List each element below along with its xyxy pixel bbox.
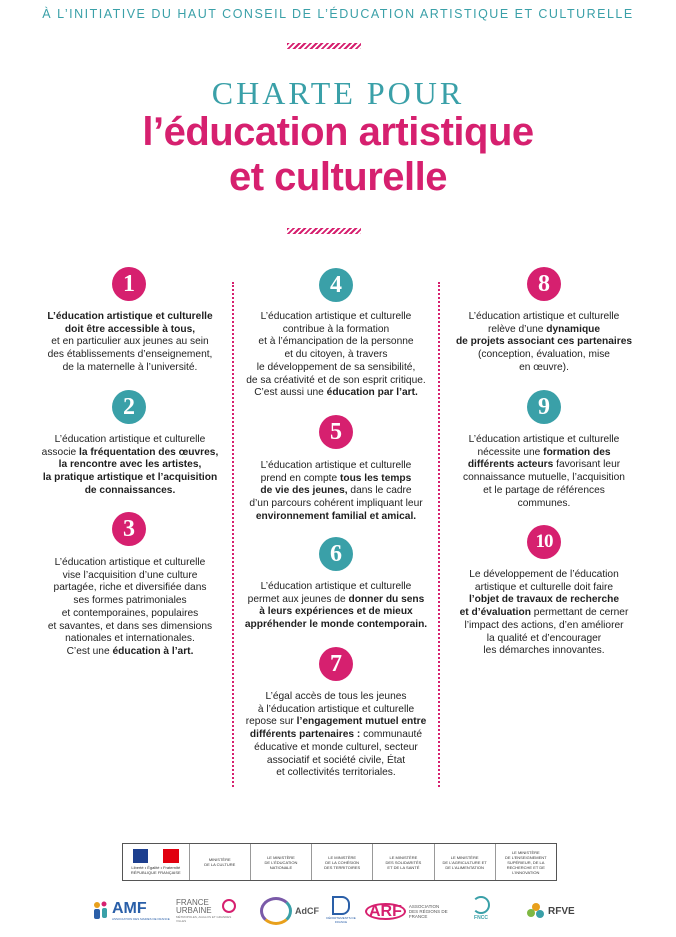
principle-7-badge: 7 (319, 647, 353, 681)
ministries-logo-strip (122, 843, 557, 881)
ministry-logo-4: LE MINISTÈRE DES SOLIDARITÉS ET DE LA SANTÉ (372, 844, 433, 880)
departements-de-france-logo (326, 896, 356, 926)
amf-subtitle: ASSOCIATION DES MAIRES DE FRANCE (112, 917, 170, 921)
france-urbaine-subtitle: MÉTROPOLES, AGGLOS ET GRANDES VILLES (176, 915, 232, 923)
decorative-hatch-bottom (287, 228, 361, 234)
principle-4-text: L’éducation artistique et culturelle contribue à la formation et à l’émancipation de la personne et du citoyen, à travers le développement de sa sensibilité, de sa créativité et de son esprit critique. C’est aussi une éducation par l’art. (246, 311, 426, 399)
principle-9-badge: 9 (527, 390, 561, 424)
principle-3-badge: 3 (112, 512, 146, 546)
amf-logo (93, 896, 170, 926)
ministry-logo-2: LE MINISTÈRE DE L’ÉDUCATION NATIONALE (250, 844, 311, 880)
page-title (0, 110, 676, 200)
france-urbaine-rings-icon (222, 899, 236, 913)
departements-label: DÉPARTEMENTS DE FRANCE (326, 916, 356, 924)
adcf-swirl-icon (260, 897, 292, 925)
amf-label: AMF (112, 900, 147, 917)
ministry-logo-6: LE MINISTÈRE DE L’ENSEIGNEMENT SUPÉRIEUR, DE LA RECHERCHE ET DE L’INNOVATION (495, 844, 556, 880)
title-line-3: et culturelle (228, 155, 447, 199)
rfve-label: RFVE (548, 905, 575, 917)
republique-label: Liberté • Égalité • Fraternité RÉPUBLIQUE FRANÇAISE (130, 865, 181, 875)
principle-8-text: L’éducation artistique et culturelle relève d’une dynamique de projets associant ces partenaires (conception, évaluation, mise en œuvre). (455, 311, 633, 373)
rfve-logo (527, 896, 575, 926)
title-line-1: CHARTE POUR (211, 75, 465, 111)
principle-1-text: L’éducation artistique et culturelle doit être accessible à tous, et en particulier aux jeunes au sein des établissements d’enseignement, de la maternelle à l’université. (47, 311, 213, 373)
principle-2-text: L’éducation artistique et culturelle associe la fréquentation des œuvres, la rencontre avec les artistes, la pratique artistique et l’acquisition de connaissances. (41, 434, 219, 496)
ministry-logo-1: MINISTÈRE DE LA CULTURE (189, 844, 250, 880)
principle-8-badge: 8 (527, 267, 561, 301)
france-urbaine-logo (176, 896, 240, 926)
fncc-label: FNCC (474, 915, 488, 921)
principle-5-text: L’éducation artistique et culturelle prend en compte tous les temps de vie des jeunes, dans le cadre d’un parcours cohérent impliquant leur environnement familial et amical. (249, 460, 423, 522)
principle-10-text: Le développement de l’éducation artistique et culturelle doit faire l’objet de travaux de recherche et d’évaluation permettant de cerner l’impact des actions, d’en améliorer la qualité et d’encourager les démarches innovantes. (459, 569, 629, 657)
principle-6-text: L’éducation artistique et culturelle permet aux jeunes de donner du sens à leurs expériences et de mieux appréhender le monde contemporain. (244, 581, 428, 631)
principle-6-badge: 6 (319, 537, 353, 571)
principle-4-badge: 4 (319, 268, 353, 302)
header-kicker: À L’INITIATIVE DU HAUT CONSEIL DE L’ÉDUCATION ARTISTIQUE ET CULTURELLE (42, 7, 634, 21)
fncc-logo (472, 896, 490, 926)
principle-2-badge: 2 (112, 390, 146, 424)
arf-logo (365, 896, 449, 926)
arf-label: ARF (365, 903, 406, 920)
fncc-circle-icon (472, 896, 490, 914)
marianne-flag-icon (133, 849, 179, 863)
decorative-hatch-top (287, 43, 361, 49)
france-urbaine-label: FRANCE URBAINE (176, 898, 212, 915)
principle-9-text: L’éducation artistique et culturelle nécessite une formation des différents acteurs favorisant leur connaissance mutuelle, l’acquisition et le partage de références communes. (463, 434, 625, 509)
principle-7-text: L’égal accès de tous les jeunes à l’éducation artistique et culturelle repose sur l’engagement mutuel entre différents partenaires : communauté éducative et monde culturel, secteur associatif et société civile, État et collectivités territoriales. (245, 691, 427, 779)
title-line-2: l’éducation artistique (142, 110, 534, 154)
republique-francaise-logo (123, 844, 189, 880)
ministry-logo-3: LE MINISTÈRE DE LA COHÉSION DES TERRITOIRES (311, 844, 372, 880)
departements-d-icon (332, 896, 350, 915)
adcf-label: AdCF (295, 905, 319, 916)
adcf-logo (260, 896, 319, 926)
arf-subtitle: ASSOCIATION DES RÉGIONS DE FRANCE (408, 903, 448, 919)
principle-3-text: L’éducation artistique et culturelle vise l’acquisition d’une culture partagée, riche et diversifiée dans ses formes patrimoniales et contemporaines, populaires et savantes, et dans ses dimensions nationales et internationales. C’est une éducation à l’art. (47, 557, 213, 657)
principle-1-badge: 1 (112, 267, 146, 301)
ministry-logo-5: LE MINISTÈRE DE L’AGRICULTURE ET DE L’ALIMENTATION (434, 844, 495, 880)
principle-10-badge: 10 (527, 525, 561, 559)
amf-figures-icon (93, 901, 109, 921)
rfve-leaf-icon (527, 901, 545, 921)
principle-5-badge: 5 (319, 415, 353, 449)
